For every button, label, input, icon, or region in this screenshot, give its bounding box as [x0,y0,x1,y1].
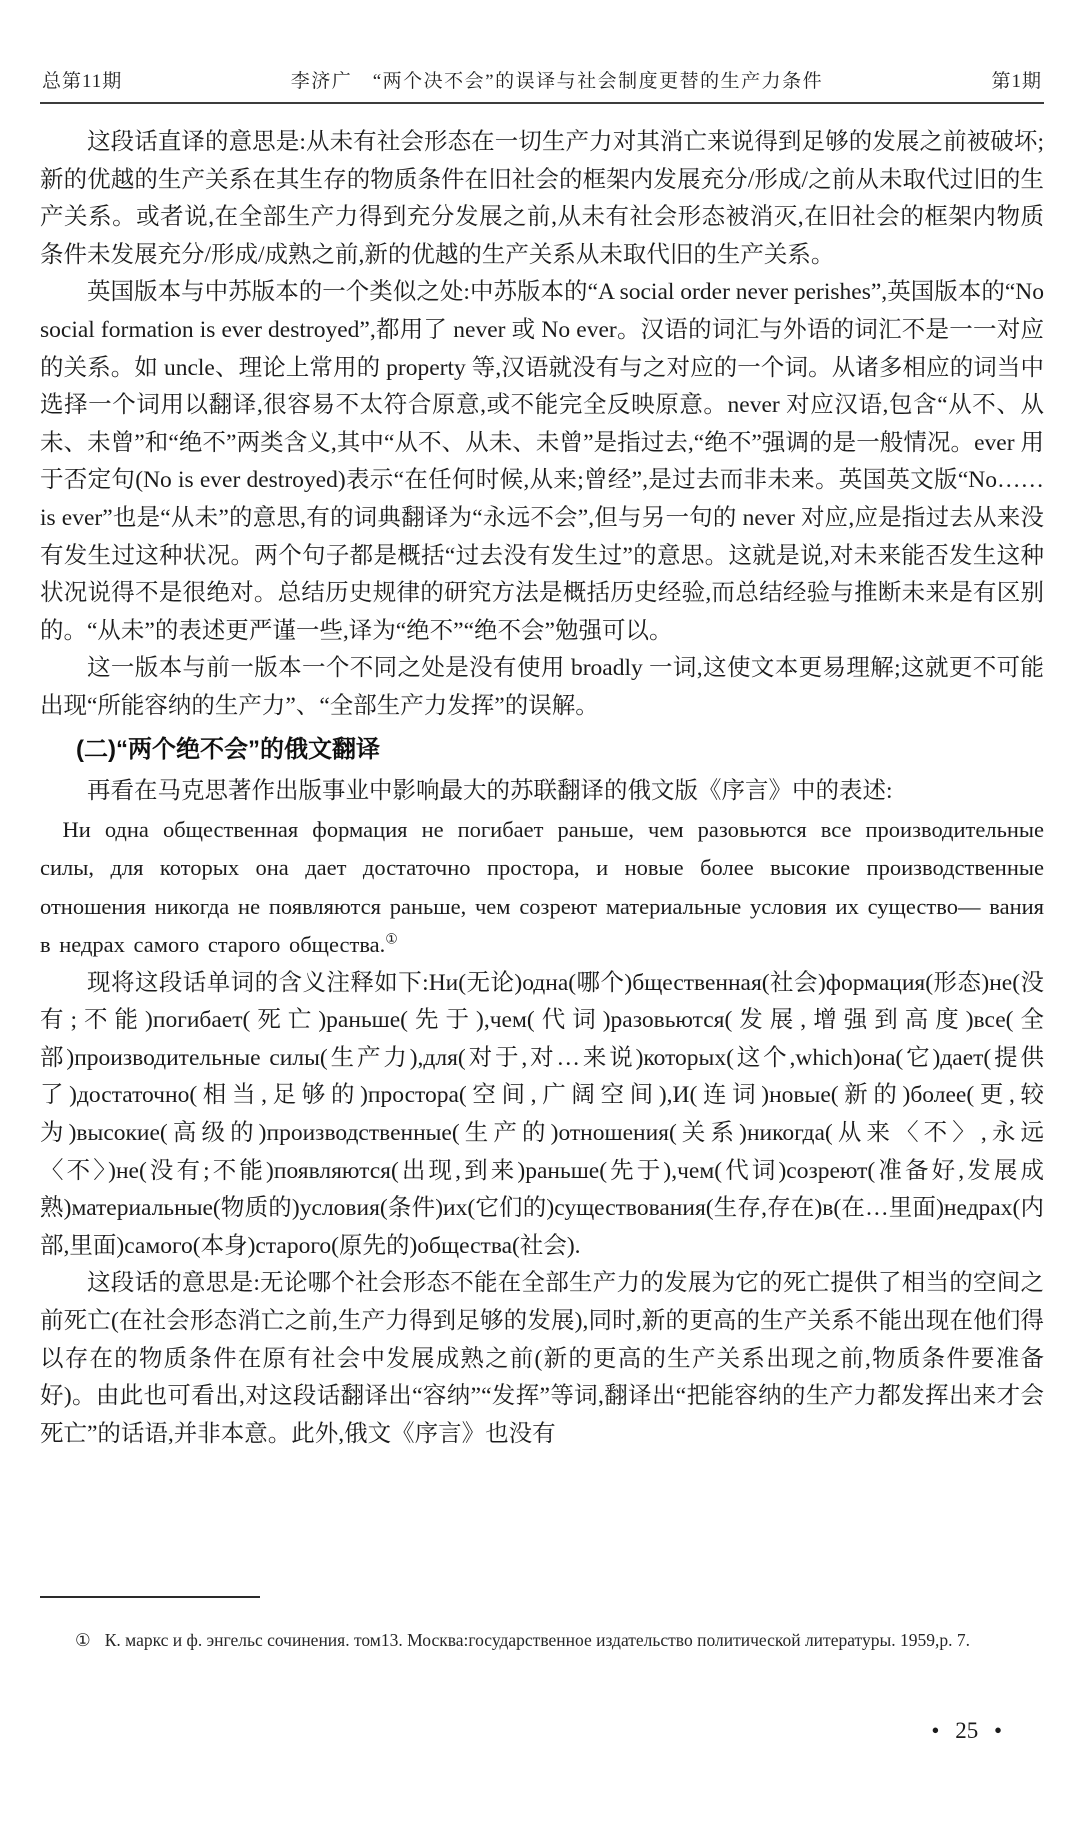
paragraph-meaning-explanation: 这段话的意思是:无论哪个社会形态不能在全部生产力的发展为它的死亡提供了相当的空间之前死亡(在社会形态消亡之前,生产力得到足够的发展),同时,新的更高的生产关系不能出现在他们得以存在的物质条件在原有社会中发展成熟之前(新的更高的生产关系出现之前,物质条件要准备好)。由此也可看出,对这段话翻译出“容纳”“发挥”等词,翻译出“把能容纳的生产力都发挥出来才会死亡”的话语,并非本意。此外,俄文《序言》也没有 [40,1270,1044,1447]
paragraph-word-annotations: 现将这段话单词的含义注释如下:Ни(无论)одна(哪个)бщественная(社会)формация(形态)не(没有;不能)погибает(死亡)раньше(先于),чем(代词)разовьются(发展,增强到高度)все(全部)производительные силы(生产力),для(对于,对…来说)которых(这个,which)она(它)дает(提供了)достаточно(相当,足够的)простора(空间,广阔空间),И(连词)новые(新的)более(更,较为)высокие(高级的)производственные(生产的)отношения(关系)никогда(从来〈不〉,永远〈不〉)не(没有;不能)появляются(出现,到来)раньше(先于),чем(代词)созреют(准备好,发展成熟)материальные(物质的)условия(条件)их(它们的)существования(生存,存在)в(在…里面)недрах(内部,里面)самого(本身)старого(原先的)общества(社会). [40,969,1044,1259]
header-volume-number: 第1期 [991,71,1042,92]
russian-quote [40,811,1044,965]
page-number: • 25 • [931,1718,1002,1743]
footnote [40,1628,1044,1652]
page-title: 李济广 “两个决不会”的误译与社会制度更替的生产力条件 [290,71,824,92]
paragraph-english-version-analysis: 英国版本与中苏版本的一个类似之处:中苏版本的“A social order never perishes”,英国版本的“No social formation is ever destroyed”,都用了 never 或 No ever。汉语的词汇与外语的词汇不是一一对应的关系。如 uncle、理论上常用的 property 等,汉语就没有与之对应的一个词。从诸多相应的词当中选择一个词用以翻译,很容易不太符合原意,或不能完全反映原意。never 对应汉语,包含“从不、从未、未曾”和“绝不”两类含义,其中“从不、从未、未曾”是指过去,“绝不”强调的是一般情况。ever 用于否定句(No is ever destroyed)表示“在任何时候,从来;曾经”,是过去而非未来。英国英文版“No……is ever”也是“从未”的意思,有的词典翻译为“永远不会”,但与另一句的 never 对应,应是指过去从来没有发生过这种状况。两个句子都是概括“过去没有发生过”的意思。这就是说,对未来能否发生这种状况说得不是很绝对。总结历史规律的研究方法是概括历史经验,而总结经验与推断未来是有区别的。“从未”的表述更严谨一些,译为“绝不”“绝不会”勉强可以。 [40,279,1044,644]
paragraph-literal-translation: 这段话直译的意思是:从未有社会形态在一切生产力对其消亡来说得到足够的发展之前被破坏;新的优越的生产关系在其生存的物质条件在旧社会的框架内发展充分/形成/之前从未取代过旧的生产关系。或者说,在全部生产力得到充分发展之前,从未有社会形态被消灭,在旧社会的框架内物质条件未发展充分/形成/成熟之前,新的优越的生产关系从未取代旧的生产关系。 [40,129,1044,268]
article-body [40,124,1044,1453]
footnote-marker: ① [75,1630,91,1650]
paragraph-russian-intro: 再看在马克思著作出版事业中影响最大的苏联翻译的俄文版《序言》中的表述: [87,778,893,805]
footnote-area [40,1596,1044,1652]
footnote-divider [40,1596,260,1598]
section-heading: (二)“两个绝不会”的俄文翻译 [76,735,380,763]
header-issue-number: 总第11期 [42,71,123,92]
page-header [42,66,1042,93]
header-divider [40,102,1044,104]
russian-quote-text: Ни одна общественная формация не погибает раньше, чем разовьются все производительные силы, для которых она дает достаточно простора, и новые более высокие производственные отношения никогда не появляются раньше, чем созреют материальные условия их существо— вания в недрах самого старого общества. [40,816,1044,958]
footnote-text: К. маркс и ф. энгельс сочинения. том13. Москва:государственное издательство политической литературы. 1959,p. 7. [104,1630,970,1650]
footnote-ref-marker: ① [385,932,398,948]
paragraph-broadly-difference: 这一版本与前一版本一个不同之处是没有使用 broadly 一词,这使文本更易理解;这就更不可能出现“所能容纳的生产力”、“全部生产力发挥”的误解。 [40,655,1044,719]
